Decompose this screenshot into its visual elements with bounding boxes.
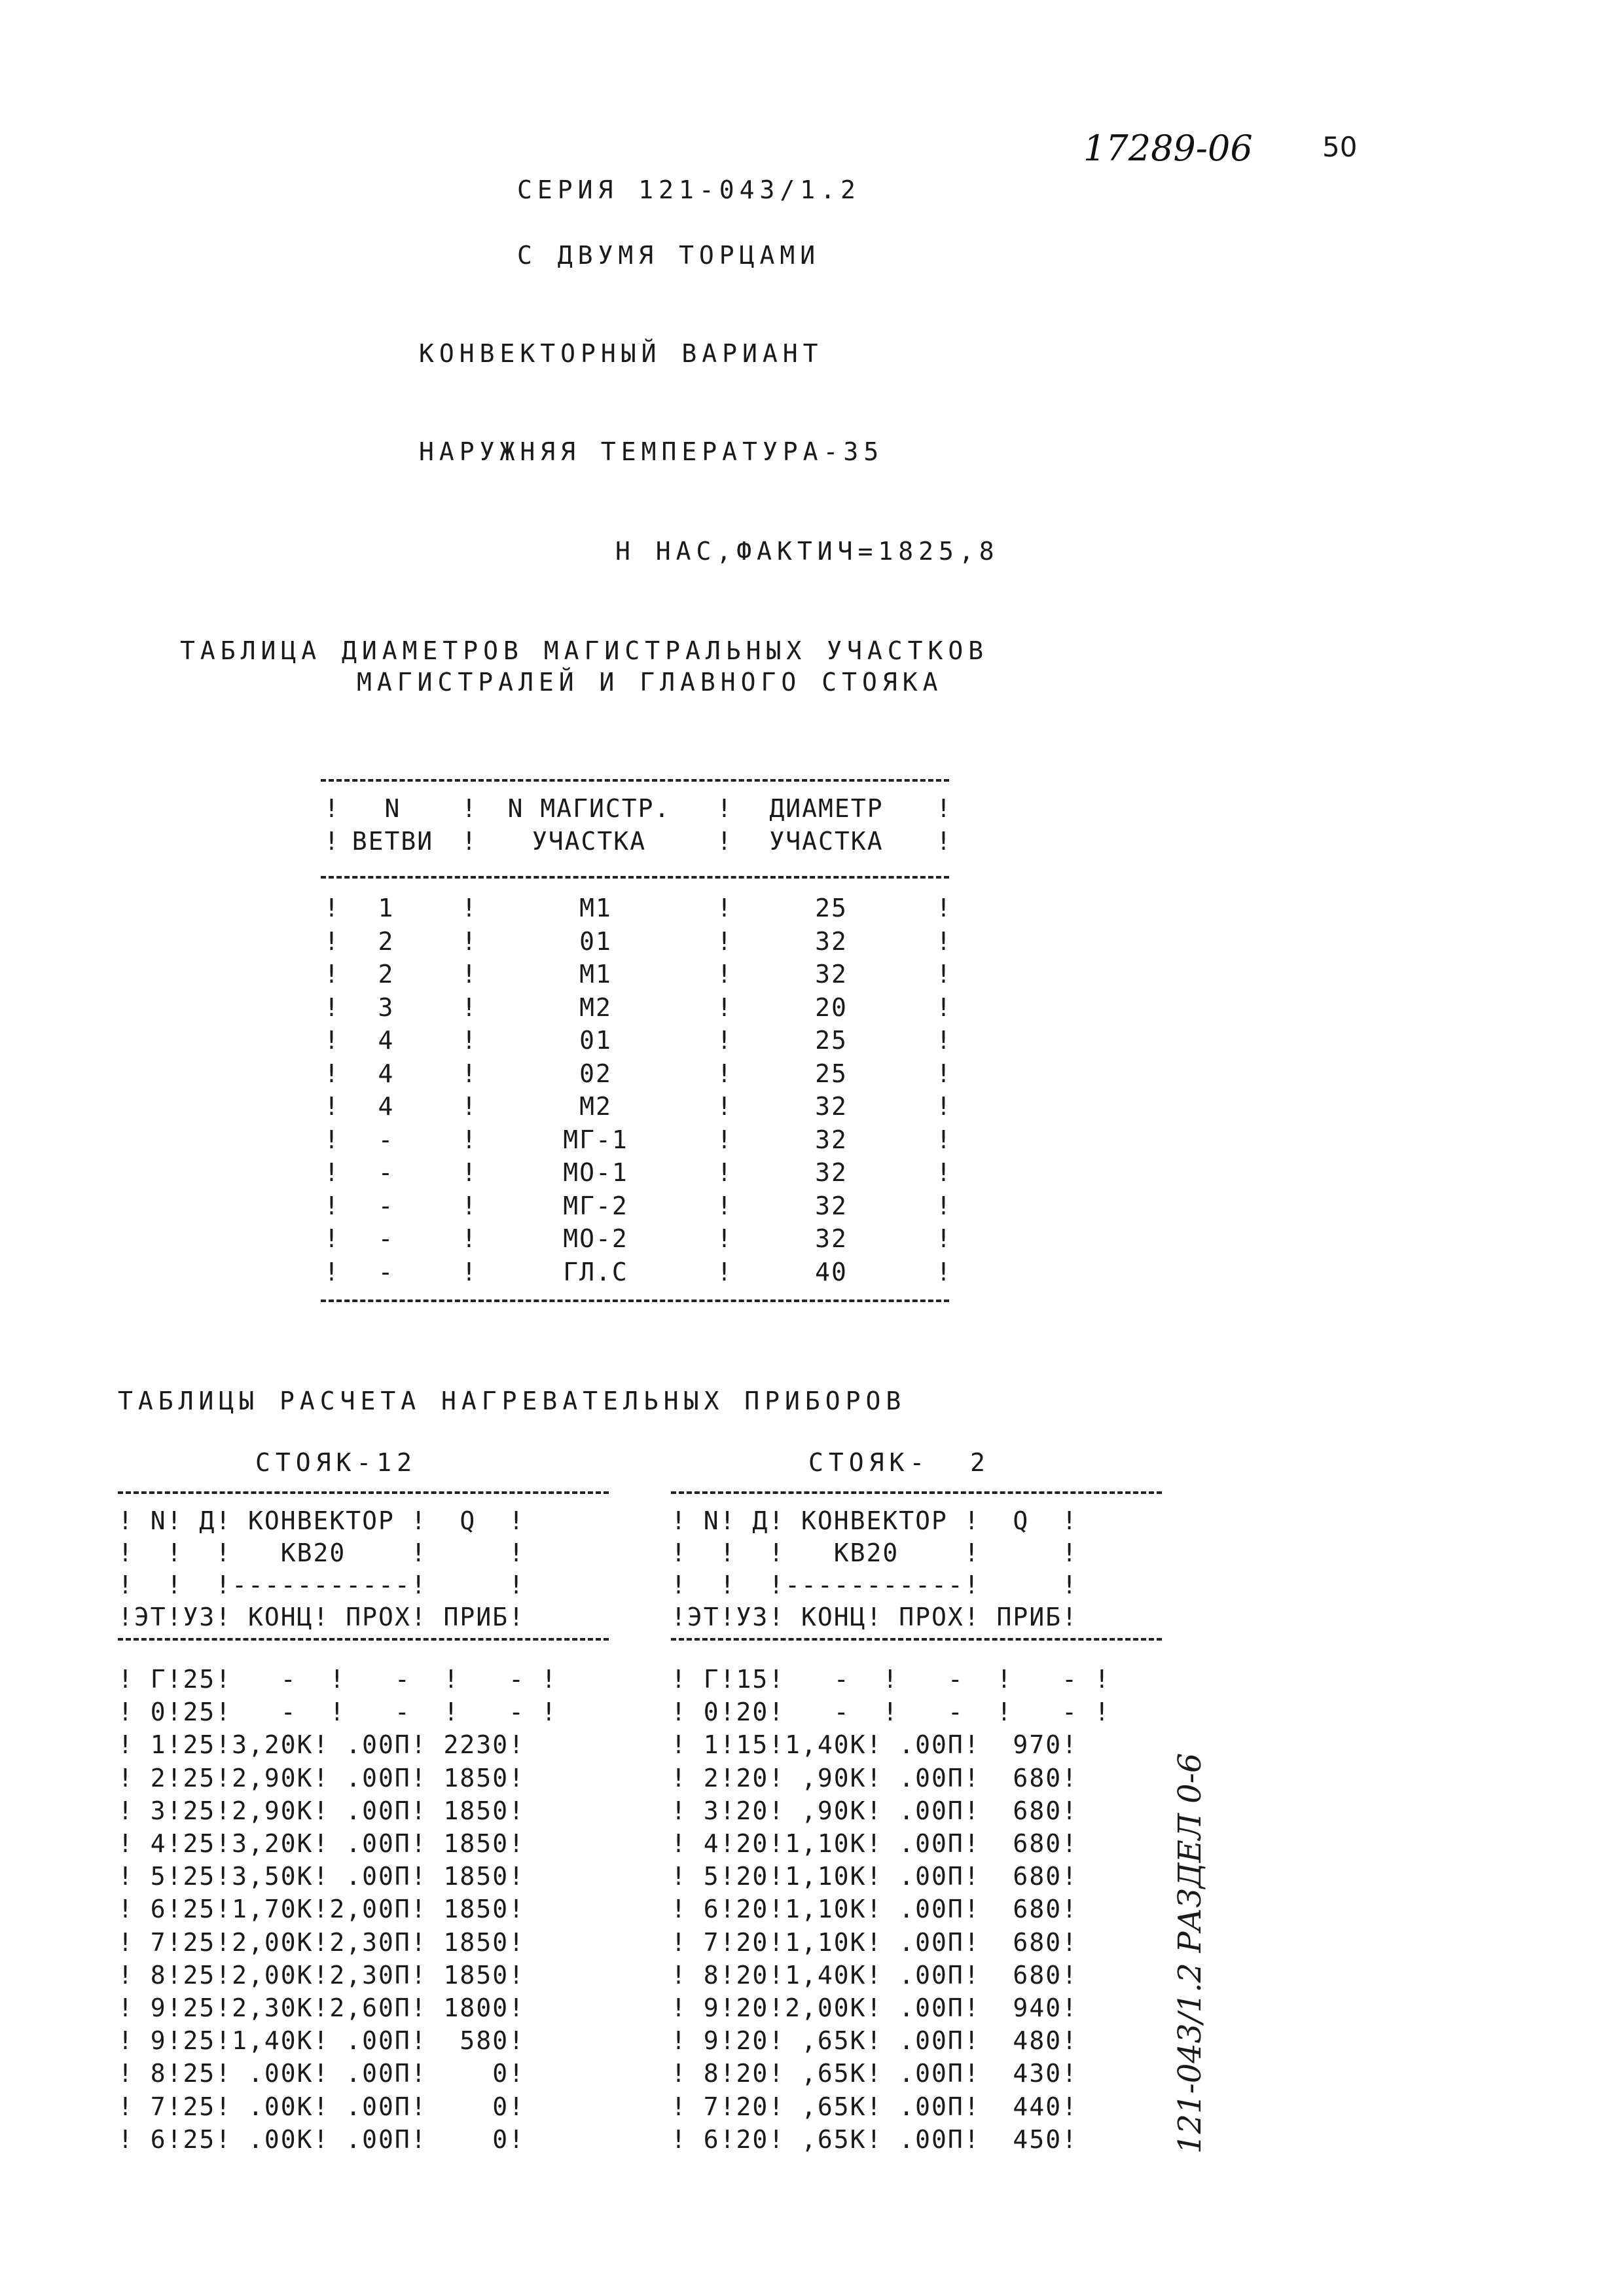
table-border: ! — [461, 1026, 478, 1055]
table-border: ! — [324, 1026, 340, 1055]
table-border: ! — [936, 1224, 952, 1253]
branch-number: 1 — [378, 894, 395, 922]
table-border: ! — [461, 794, 478, 823]
heater-row: ! 1!15!1,40К! .00П! 970! — [671, 1730, 1078, 1760]
section-diameter: 20 — [815, 992, 848, 1022]
table-border: ! — [324, 1158, 340, 1187]
section-name: МО-1 — [563, 1158, 628, 1187]
table-border: ! — [717, 1092, 733, 1121]
table-border: ! — [717, 794, 733, 823]
section-name: М1 — [579, 960, 612, 989]
heater-row: ! 9!20! ,65К! .00П! 480! — [671, 2026, 1078, 2056]
table-border: ! — [717, 1026, 733, 1055]
table-border: ! — [936, 1191, 952, 1220]
section-diameter: 32 — [815, 1125, 848, 1154]
table-header-line: ! ! ! КВ20 ! ! — [671, 1538, 1078, 1567]
dashed-rule — [118, 1491, 609, 1494]
branch-number: 4 — [378, 1059, 395, 1088]
table-border: ! — [461, 1257, 478, 1286]
table-border: ! — [717, 1224, 733, 1253]
temperature-line: НАРУЖНЯЯ ТЕМПЕРАТУРА-35 — [419, 437, 884, 466]
table-header-line: !ЭТ!УЗ! КОНЦ! ПРОХ! ПРИБ! — [671, 1603, 1078, 1631]
table-border: ! — [324, 1125, 340, 1154]
heater-row: ! 2!25!2,90К! .00П! 1850! — [118, 1763, 525, 1792]
table-border: ! — [461, 827, 478, 856]
table-header-line: ! ! !-----------! ! — [671, 1571, 1078, 1599]
table-border: ! — [461, 1191, 478, 1220]
section-name: МГ-1 — [563, 1125, 628, 1154]
section-diameter: 25 — [815, 894, 848, 922]
table-border: ! — [324, 1257, 340, 1286]
dashed-rule — [671, 1491, 1162, 1494]
series-title: СЕРИЯ 121-043/1.2 — [517, 175, 861, 204]
table-border: ! — [936, 992, 952, 1022]
section-diameter: 25 — [815, 1026, 848, 1055]
heater-row: ! 6!25! .00К! .00П! 0! — [118, 2124, 525, 2154]
table-border: ! — [717, 960, 733, 989]
pressure-line: Н НАС,ФАКТИЧ=1825,8 — [615, 537, 1000, 566]
table-border: ! — [461, 1092, 478, 1121]
dashed-rule — [321, 779, 949, 782]
branch-number: - — [378, 1257, 395, 1286]
section-diameter: 32 — [815, 926, 848, 956]
table-border: ! — [324, 827, 340, 856]
variant-line: КОНВЕКТОРНЫЙ ВАРИАНТ — [419, 339, 823, 368]
dashed-rule — [321, 876, 949, 879]
table-header-cell: N — [384, 794, 401, 823]
heater-row: ! 2!20! ,90К! .00П! 680! — [671, 1763, 1078, 1792]
heater-row: ! 1!25!3,20К! .00П! 2230! — [118, 1730, 525, 1760]
heater-row: ! 6!25!1,70К!2,00П! 1850! — [118, 1895, 525, 1924]
heater-row: ! 9!20!2,00К! .00П! 940! — [671, 1993, 1078, 2022]
branch-number: 4 — [378, 1092, 395, 1121]
section-name: МГ-2 — [563, 1191, 628, 1220]
table-border: ! — [324, 1059, 340, 1088]
table-border: ! — [324, 894, 340, 922]
branch-number: - — [378, 1125, 395, 1154]
table-border: ! — [936, 794, 952, 823]
table-border: ! — [717, 1257, 733, 1286]
branch-number: - — [378, 1191, 395, 1220]
heater-row: ! Г!25! - ! - ! - ! — [118, 1665, 558, 1694]
diameter-table-title: ТАБЛИЦА ДИАМЕТРОВ МАГИСТРАЛЬНЫХ УЧАСТКОВ — [180, 636, 989, 665]
heater-row: ! 6!20!1,10К! .00П! 680! — [671, 1895, 1078, 1924]
branch-number: - — [378, 1158, 395, 1187]
table-border: ! — [936, 960, 952, 989]
table-border: ! — [717, 894, 733, 922]
section-name: М2 — [579, 1092, 612, 1121]
ends-line: С ДВУМЯ ТОРЦАМИ — [517, 241, 821, 270]
branch-number: 4 — [378, 1026, 395, 1055]
heater-row: ! 3!25!2,90К! .00П! 1850! — [118, 1796, 525, 1825]
table-border: ! — [717, 827, 733, 856]
table-border: ! — [717, 1125, 733, 1154]
table-border: ! — [461, 1125, 478, 1154]
table-border: ! — [936, 1125, 952, 1154]
table-border: ! — [324, 794, 340, 823]
heater-row: ! 0!25! - ! - ! - ! — [118, 1698, 558, 1727]
section-diameter: 32 — [815, 1224, 848, 1253]
heater-row: ! 3!20! ,90К! .00П! 680! — [671, 1796, 1078, 1825]
branch-number: 3 — [378, 992, 395, 1022]
branch-number: 2 — [378, 926, 395, 956]
branch-number: - — [378, 1224, 395, 1253]
heater-row: ! Г!15! - ! - ! - ! — [671, 1665, 1111, 1694]
table-border: ! — [461, 1158, 478, 1187]
branch-number: 2 — [378, 960, 395, 989]
dashed-rule — [321, 1300, 949, 1302]
heater-row: ! 8!20!1,40К! .00П! 680! — [671, 1960, 1078, 1990]
table-border: ! — [936, 827, 952, 856]
riser-12-caption: СТОЯК-12 — [255, 1448, 418, 1477]
heater-row: ! 4!20!1,10К! .00П! 680! — [671, 1829, 1078, 1858]
table-header-line: ! ! ! КВ20 ! ! — [118, 1538, 525, 1567]
section-diameter: 32 — [815, 1092, 848, 1121]
table-border: ! — [936, 926, 952, 956]
table-header-line: !ЭТ!УЗ! КОНЦ! ПРОХ! ПРИБ! — [118, 1603, 525, 1631]
heater-row: ! 6!20! ,65К! .00П! 450! — [671, 2124, 1078, 2154]
heater-row: ! 7!25! .00К! .00П! 0! — [118, 2092, 525, 2121]
table-border: ! — [936, 894, 952, 922]
margin-note: 121-043/1.2 РАЗДЕЛ 0-6 — [1172, 1753, 1208, 2154]
table-header-cell: ДИАМЕТР — [769, 794, 884, 823]
table-border: ! — [461, 1224, 478, 1253]
table-border: ! — [717, 992, 733, 1022]
section-name: ГЛ.С — [563, 1257, 628, 1286]
table-border: ! — [324, 960, 340, 989]
section-diameter: 32 — [815, 1158, 848, 1187]
heater-row: ! 4!25!3,20К! .00П! 1850! — [118, 1829, 525, 1858]
heater-row: ! 7!25!2,00К!2,30П! 1850! — [118, 1927, 525, 1957]
dashed-rule — [118, 1638, 609, 1641]
table-border: ! — [324, 926, 340, 956]
section-name: М2 — [579, 992, 612, 1022]
heater-row: ! 8!20! ,65К! .00П! 430! — [671, 2059, 1078, 2088]
table-border: ! — [717, 1059, 733, 1088]
heater-row: ! 8!25!2,00К!2,30П! 1850! — [118, 1960, 525, 1990]
table-border: ! — [461, 960, 478, 989]
heater-row: ! 9!25!1,40К! .00П! 580! — [118, 2026, 525, 2056]
table-border: ! — [461, 894, 478, 922]
table-border: ! — [717, 1191, 733, 1220]
table-border: ! — [324, 1191, 340, 1220]
table-header-line: ! N! Д! КОНВЕКТОР ! Q ! — [118, 1506, 525, 1535]
table-border: ! — [936, 1257, 952, 1286]
page-number: 50 — [1322, 131, 1358, 163]
table-header-cell: N МАГИСТР. — [507, 794, 671, 823]
heater-tables-title: ТАБЛИЦЫ РАСЧЕТА НАГРЕВАТЕЛЬНЫХ ПРИБОРОВ — [118, 1387, 907, 1415]
heater-row: ! 5!25!3,50К! .00П! 1850! — [118, 1862, 525, 1891]
heater-row: ! 7!20! ,65К! .00П! 440! — [671, 2092, 1078, 2121]
table-border: ! — [324, 1224, 340, 1253]
table-border: ! — [936, 1092, 952, 1121]
section-name: М1 — [579, 894, 612, 922]
table-border: ! — [461, 1059, 478, 1088]
table-header-line: ! N! Д! КОНВЕКТОР ! Q ! — [671, 1506, 1078, 1535]
section-diameter: 32 — [815, 1191, 848, 1220]
table-header-line: ! ! !-----------! ! — [118, 1571, 525, 1599]
section-name: 01 — [579, 926, 612, 956]
heater-row: ! 5!20!1,10К! .00П! 680! — [671, 1862, 1078, 1891]
section-name: 02 — [579, 1059, 612, 1088]
table-border: ! — [717, 926, 733, 956]
section-diameter: 40 — [815, 1257, 848, 1286]
document-number: 17289-06 — [1083, 128, 1253, 169]
heater-row: ! 8!25! .00К! .00П! 0! — [118, 2059, 525, 2088]
heater-row: ! 0!20! - ! - ! - ! — [671, 1698, 1111, 1727]
section-name: МО-2 — [563, 1224, 628, 1253]
heater-row: ! 7!20!1,10К! .00П! 680! — [671, 1927, 1078, 1957]
table-border: ! — [324, 992, 340, 1022]
table-border: ! — [936, 1059, 952, 1088]
table-header-cell: УЧАСТКА — [769, 827, 884, 856]
section-name: 01 — [579, 1026, 612, 1055]
diameter-table-subtitle: МАГИСТРАЛЕЙ И ГЛАВНОГО СТОЯКА — [357, 668, 943, 697]
dashed-rule — [671, 1638, 1162, 1641]
table-border: ! — [717, 1158, 733, 1187]
table-border: ! — [461, 992, 478, 1022]
table-header-cell: ВЕТВИ — [352, 827, 434, 856]
table-border: ! — [324, 1092, 340, 1121]
riser-2-caption: СТОЯК- 2 — [808, 1448, 990, 1477]
table-border: ! — [936, 1026, 952, 1055]
heater-row: ! 9!25!2,30К!2,60П! 1800! — [118, 1993, 525, 2022]
section-diameter: 32 — [815, 960, 848, 989]
table-border: ! — [461, 926, 478, 956]
section-diameter: 25 — [815, 1059, 848, 1088]
table-header-cell: УЧАСТКА — [532, 827, 647, 856]
table-border: ! — [936, 1158, 952, 1187]
